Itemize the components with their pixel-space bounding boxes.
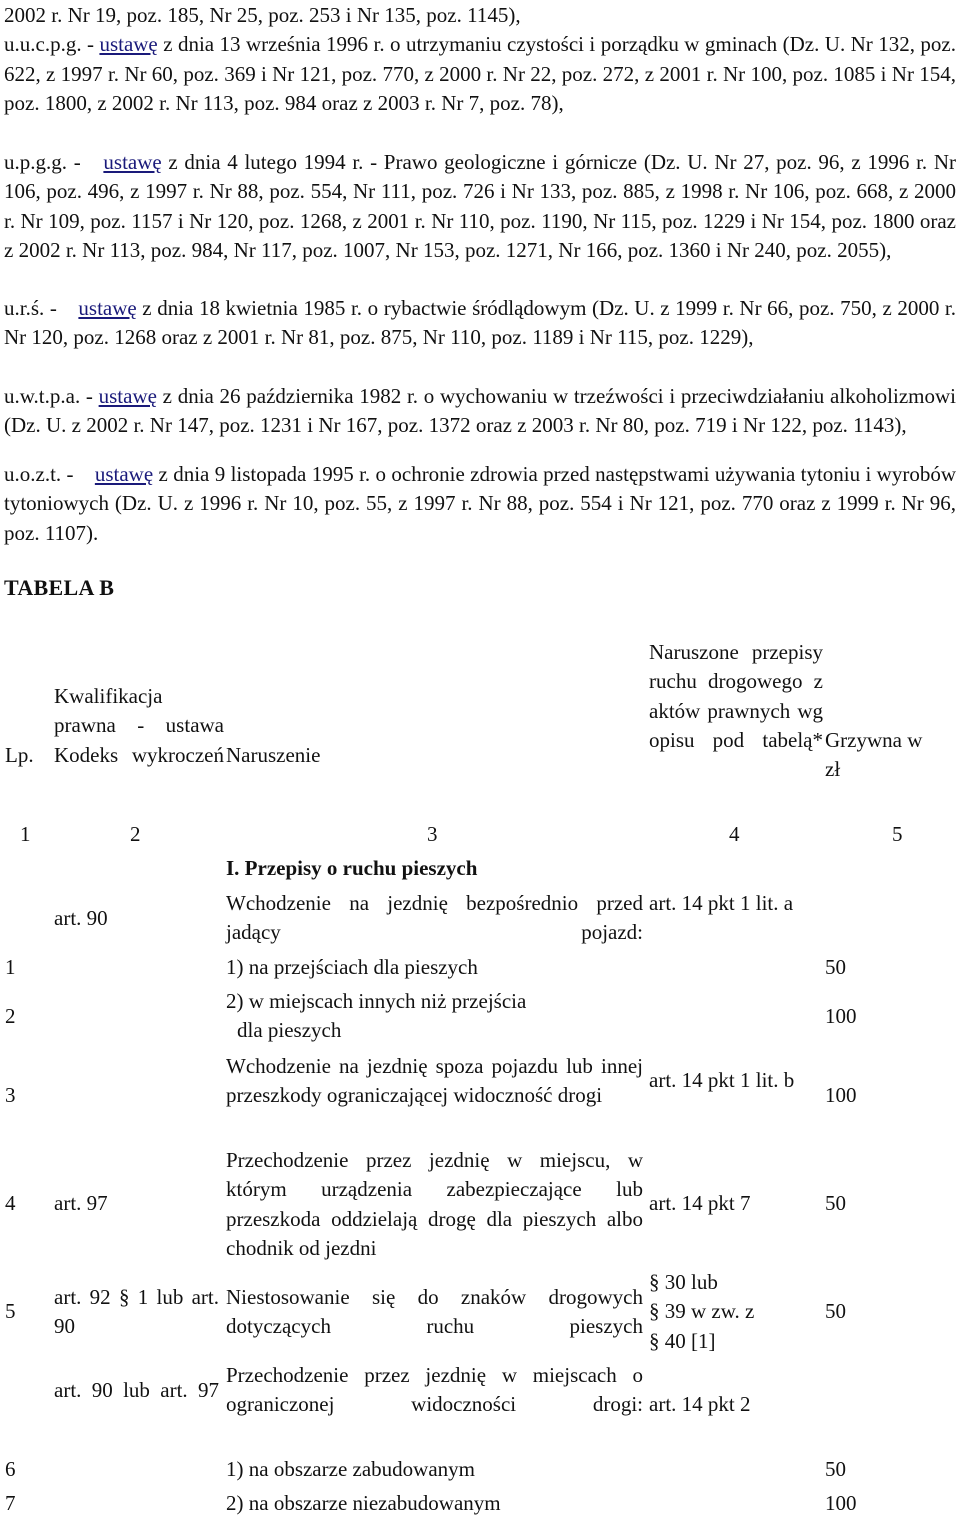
paragraph-text: z dnia 26 października 1982 r. o wychowaniu w trzeźwości i przeciwdziałaniu alkoholizmowi (Dz. U. z 2002 r. Nr 147, poz. 1231 i Nr 167, poz. 1372 oraz z 2003 r. Nr 80, poz. 719 i Nr 122, poz. 1143), — [4, 384, 956, 438]
table-cell-lp: 4 — [5, 1191, 16, 1215]
column-number: 3 — [427, 822, 438, 846]
paragraph-text: z dnia 4 lutego 1994 r. - Prawo geologiczne i górnicze (Dz. U. Nr 27, poz. 96, z 1996 r. Nr 106, poz. 496, z 1997 r. Nr 88, poz. 554, Nr 111, poz. 726 i Nr 133, poz. 885, z 1998 r. Nr 106, poz. 668, z 2000 r. Nr 109, poz. 1157 i Nr 120, poz. 1268, z 2001 r. Nr 110, poz. 1190, Nr 115, poz. 1229 i Nr 154, poz. 1800 oraz z 2002 r. Nr 113, poz. 984, Nr 117, poz. 1007, Nr 153, poz. 1271, Nr 166, poz. 1360 i Nr 240, poz. 2055), — [4, 150, 957, 263]
paragraph-text: 2002 r. Nr 19, poz. 185, Nr 25, poz. 253 i Nr 135, poz. 1145), — [4, 3, 521, 27]
table-cell-grzywna: 50 — [825, 1191, 846, 1215]
statute-link[interactable]: ustawę — [94, 462, 154, 486]
table-cell-kwalifikacja: art. 90 — [54, 906, 108, 930]
statute-link[interactable]: ustawę — [99, 32, 158, 57]
table-cell-grzywna: 100 — [825, 1004, 857, 1028]
table-cell-naruszenie: Przechodzenie przez jezdnię w miejscach o ograniczonej widoczności drogi: — [226, 1363, 643, 1417]
table-cell-grzywna: 100 — [825, 1491, 857, 1515]
table-cell-przepisy: art. 14 pkt 1 lit. b — [649, 1068, 795, 1092]
abbreviation-paragraph — [4, 1, 956, 119]
statute-link[interactable]: ustawę — [103, 150, 162, 174]
header-naruszenie: Naruszenie — [226, 743, 321, 767]
table-cell-przepisy — [649, 1268, 799, 1356]
table-cell-grzywna: 50 — [825, 1457, 846, 1481]
table-cell-naruszenie: Przechodzenie przez jezdnię w miejscu, w którym urządzenia zabezpieczające lub przeszkoda oddzielają drogę dla pieszych albo chodnik od jezdni — [226, 1148, 643, 1260]
table-cell-grzywna: 50 — [825, 955, 846, 979]
table-cell-naruszenie: Wchodzenie na jezdnię spoza pojazdu lub innej przeszkody ograniczającej widoczność drogi — [226, 1054, 643, 1108]
header-kwalifikacja: Kwalifikacja prawna - ustawa Kodeks wykroczeń — [54, 684, 224, 767]
table-cell-przepisy: art. 14 pkt 7 — [649, 1191, 751, 1215]
paragraph-text: u.o.z.t. - — [4, 462, 79, 486]
column-number: 4 — [729, 822, 740, 846]
table-cell-przepisy: art. 14 pkt 1 lit. a — [649, 891, 794, 915]
table-cell-text: § 30 lub — [649, 1270, 718, 1294]
abbreviation-paragraph — [4, 460, 956, 548]
table-cell-naruszenie: 1) na przejściach dla pieszych — [226, 955, 478, 979]
statute-link[interactable]: ustawę — [98, 384, 157, 408]
table-cell-naruszenie: Niestosowanie się do znaków drogowych dotyczących ruchu pieszych — [226, 1285, 643, 1339]
table-cell-naruszenie: Wchodzenie na jezdnię bezpośrednio przed jadący pojazd: — [226, 891, 643, 945]
table-cell-lp: 7 — [5, 1491, 16, 1515]
table-cell-lp: 5 — [5, 1299, 16, 1323]
table-cell-kwalifikacja: art. 90 lub art. 97 — [54, 1378, 219, 1402]
section-heading: I. Przepisy o ruchu pieszych — [226, 856, 478, 880]
abbreviation-paragraph — [4, 148, 956, 266]
abbreviation-paragraph — [4, 294, 956, 353]
column-number: 1 — [20, 822, 31, 846]
paragraph-text: u.r.ś. - — [4, 296, 63, 320]
paragraph-text: z dnia 18 kwietnia 1985 r. o rybactwie śródlądowym (Dz. U. z 1999 r. Nr 66, poz. 750, z 2000 r. Nr 120, poz. 1268 oraz z 2001 r. Nr 81, poz. 875, Nr 110, poz. 1189 i Nr 115, poz. 1229), — [4, 296, 956, 350]
table-cell-lp: 6 — [5, 1457, 16, 1481]
table-cell-text: dla pieszych — [237, 1018, 342, 1043]
header-grzywna: Grzywna w zł — [825, 728, 923, 782]
table-cell-naruszenie — [226, 987, 596, 1046]
table-cell-text: § 39 w zw. z — [649, 1299, 755, 1324]
table-cell-grzywna: 50 — [825, 1299, 846, 1323]
table-title: TABELA B — [4, 575, 115, 600]
paragraph-text: u.p.g.g. - — [4, 150, 88, 174]
table-cell-lp: 1 — [5, 955, 16, 979]
abbreviation-paragraph — [4, 382, 956, 441]
table-cell-text: § 40 [1] — [649, 1328, 716, 1353]
table-cell-grzywna: 100 — [825, 1083, 857, 1107]
table-cell-kwalifikacja: art. 97 — [54, 1191, 108, 1215]
paragraph-text: u.u.c.p.g. - — [4, 32, 100, 57]
table-cell-lp: 3 — [5, 1083, 16, 1107]
statute-link[interactable]: ustawę — [78, 296, 137, 320]
table-cell-naruszenie: 2) na obszarze niezabudowanym — [226, 1491, 501, 1515]
table-cell-text: 2) w miejscach innych niż przejścia — [226, 989, 527, 1013]
header-przepisy: Naruszone przepisy ruchu drogowego z aktów prawnych wg opisu pod tabelą* — [649, 640, 823, 752]
header-lp: Lp. — [5, 743, 34, 767]
table-cell-lp: 2 — [5, 1004, 16, 1028]
paragraph-text: u.w.t.p.a. - — [4, 384, 99, 408]
column-number: 5 — [892, 822, 903, 846]
table-cell-kwalifikacja: art. 92 § 1 lub art. 90 — [54, 1285, 219, 1339]
paragraph-text: z dnia 13 września 1996 r. o utrzymaniu czystości i porządku w gminach (Dz. U. Nr 132, poz. 622, z 1997 r. Nr 60, poz. 369 i Nr 121, poz. 770, z 2000 r. Nr 22, poz. 272, z 2001 r. Nr 100, poz. 1085 i Nr 154, poz. 1800, z 2002 r. Nr 113, poz. 984 oraz z 2003 r. Nr 7, poz. 78), — [4, 32, 956, 116]
paragraph-text: z dnia 9 listopada 1995 r. o ochronie zdrowia przed następstwami używania tytoniu i wyrobów tytoniowych (Dz. U. z 1996 r. Nr 10, poz. 55, z 1997 r. Nr 88, poz. 554 i Nr 121, poz. 770 oraz z 1999 r. Nr 96, poz. 1107). — [4, 462, 956, 545]
table-cell-przepisy: art. 14 pkt 2 — [649, 1392, 751, 1416]
table-cell-naruszenie: 1) na obszarze zabudowanym — [226, 1457, 475, 1481]
column-number: 2 — [130, 822, 141, 846]
